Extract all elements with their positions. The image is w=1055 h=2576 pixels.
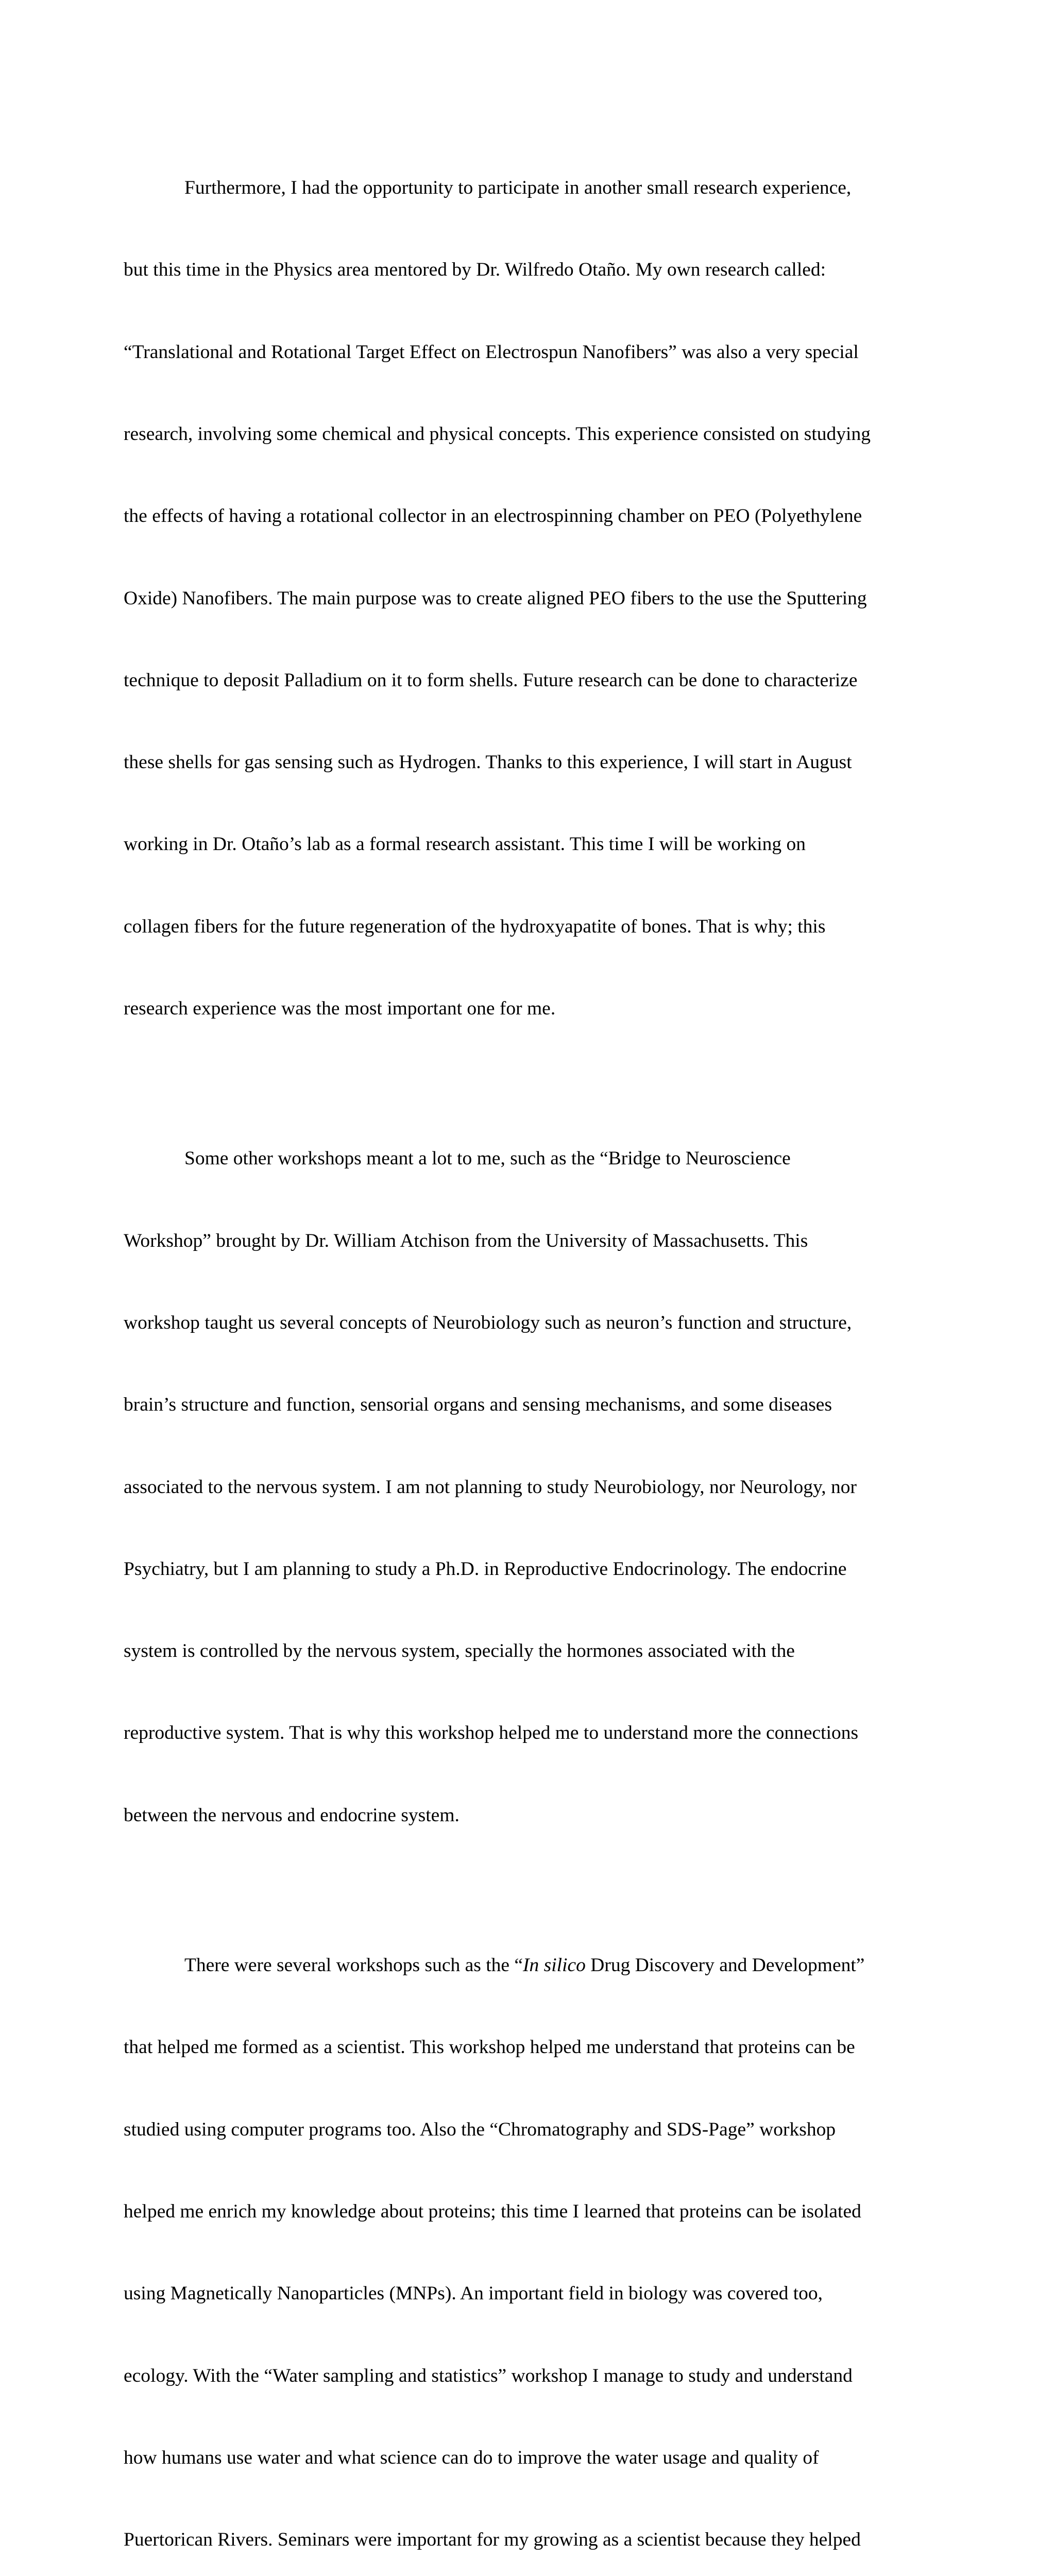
text-line: technique to deposit Palladium on it to form shells. Future research can be done to characterize [124,669,858,691]
text-line: Oxide) Nanofibers. The main purpose was to create aligned PEO fibers to the use the Sputtering [124,587,867,609]
text-line: these shells for gas sensing such as Hydrogen. Thanks to this experience, I will start in August [124,752,852,773]
text-line [124,1952,931,1979]
text-line: Workshop” brought by Dr. William Atchison from the University of Massachusetts. This [124,1230,808,1251]
text-line: studied using computer programs too. Also the “Chromatography and SDS-Page” workshop [124,2119,836,2140]
text-line: Puertorican Rivers. Seminars were important for my growing as a scientist because they helped [124,2529,861,2551]
text-run: There were several workshops such as the “ [184,1955,523,1976]
paragraph-neuroscience-workshop [124,1090,931,1884]
text-line: the effects of having a rotational collector in an electrospinning chamber on PEO (Polyethylene [124,505,862,527]
text-line: Some other workshops meant a lot to me, such as the “Bridge to Neuroscience [184,1148,791,1170]
text-line: helped me enrich my knowledge about proteins; this time I learned that proteins can be isolated [124,2201,861,2223]
text-line: research experience was the most important one for me. [124,998,556,1019]
text-line: how humans use water and what science can do to improve the water usage and quality of [124,2447,819,2468]
text-line: using Magnetically Nanoparticles (MNPs). An important field in biology was covered too, [124,2283,823,2304]
text-line: collagen fibers for the future regeneration of the hydroxyapatite of bones. That is why; this [124,916,826,937]
text-line: “Translational and Rotational Target Effect on Electrospun Nanofibers” was also a very special [124,341,859,363]
text-line: Psychiatry, but I am planning to study a Ph.D. in Reproductive Endocrinology. The endocrine [124,1558,847,1580]
text-line: Furthermore, I had the opportunity to participate in another small research experience, [184,177,852,199]
text-run: Drug Discovery and Development” [585,1955,865,1976]
text-line: research, involving some chemical and physical concepts. This experience consisted on studying [124,423,871,445]
italic-text-run: In silico [523,1955,586,1976]
text-line: reproductive system. That is why this workshop helped me to understand more the connections [124,1722,859,1744]
text-line: brain’s structure and function, sensorial organs and sensing mechanisms, and some diseases [124,1394,832,1416]
text-line: system is controlled by the nervous system, specially the hormones associated with the [124,1640,795,1662]
text-line: between the nervous and endocrine system. [124,1804,460,1826]
text-line: associated to the nervous system. I am not planning to study Neurobiology, nor Neurology, nor [124,1476,857,1498]
text-line: that helped me formed as a scientist. This workshop helped me understand that proteins can be [124,2037,855,2058]
text-line: ecology. With the “Water sampling and statistics” workshop I manage to study and understand [124,2365,853,2386]
paragraph-workshops-seminars [124,1897,931,2576]
paragraph-research-experience [124,120,931,1077]
text-line: working in Dr. Otaño’s lab as a formal research assistant. This time I will be working on [124,834,806,855]
text-line: but this time in the Physics area mentored by Dr. Wilfredo Otaño. My own research called: [124,259,826,281]
text-line: workshop taught us several concepts of Neurobiology such as neuron’s function and structure, [124,1312,852,1334]
document-body [124,120,931,2576]
